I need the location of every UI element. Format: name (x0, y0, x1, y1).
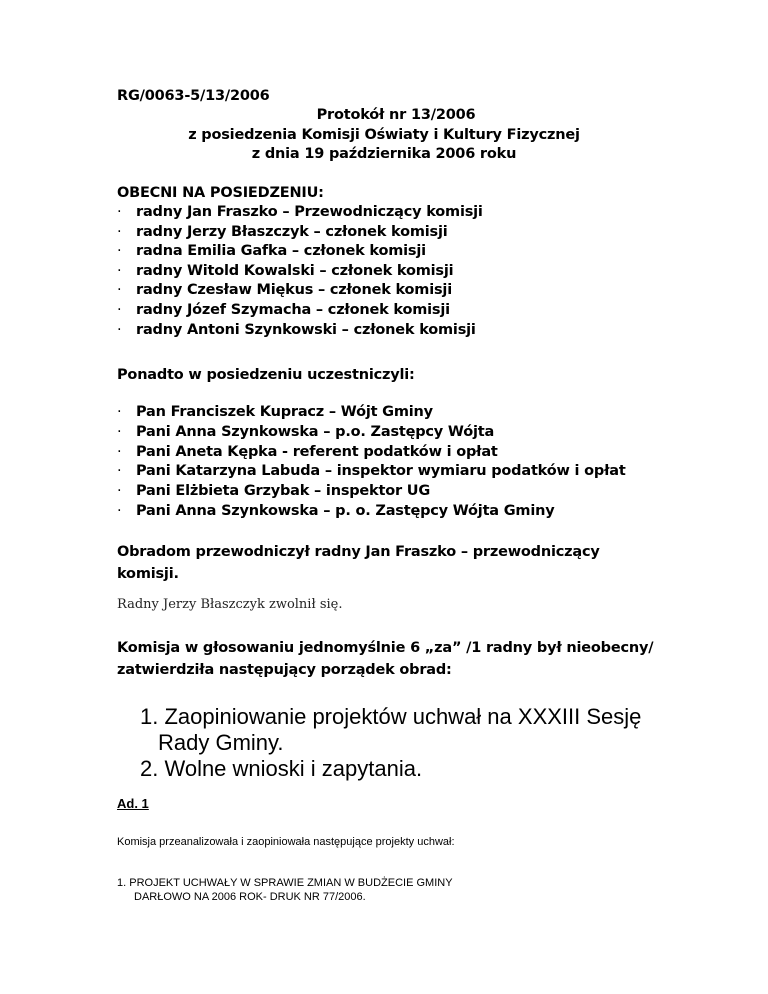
bullet-icon: · (117, 463, 122, 480)
present-members-list (117, 203, 483, 340)
list-item: · radny Czesław Miękus – członek komisji (117, 281, 483, 301)
chair-line: komisji. (117, 566, 179, 582)
bullet-icon: · (117, 483, 122, 500)
bullet-icon: · (117, 404, 122, 420)
vote-line: zatwierdziła następujący porządek obrad: (117, 662, 452, 678)
list-item: · Pani Elżbieta Grzybak – inspektor UG (117, 482, 626, 502)
bullet-icon: · (117, 443, 122, 460)
bullet-icon: · (117, 243, 122, 260)
vote-paragraph (117, 637, 657, 681)
absence-note: Radny Jerzy Błaszczyk zwolnił się. (117, 597, 343, 612)
list-item: · radny Jerzy Błaszczyk – członek komisji (117, 223, 483, 243)
bullet-icon: · (117, 423, 122, 440)
protocol-title: Protokół nr 13/2006 (316, 107, 476, 123)
bullet-icon: · (117, 301, 122, 318)
bullet-icon: · (117, 223, 122, 240)
bullet-icon: · (117, 204, 122, 220)
present-heading: OBECNI NA POSIEDZENIU: (117, 185, 324, 201)
list-item: · radny Józef Szymacha – członek komisji (117, 301, 483, 321)
agenda-item-continuation: Rady Gminy. (158, 730, 284, 755)
protocol-subtitle: z posiedzenia Komisji Oświaty i Kultury Fizycznej (188, 127, 580, 143)
ad-intro: Komisja przeanalizowała i zaopiniowała następujące projekty uchwał: (117, 836, 455, 848)
vote-line: Komisja w głosowaniu jednomyślnie 6 „za” /1 radny był nieobecny/ (117, 640, 654, 656)
chair-line: Obradom przewodniczył radny Jan Fraszko – przewodniczący (117, 544, 600, 560)
chair-paragraph (117, 541, 657, 585)
list-item: · radny Antoni Szynkowski – członek komisji (117, 321, 483, 341)
list-item: · Pani Aneta Kępka - referent podatków i opłat (117, 443, 626, 463)
agenda-item: 2. Wolne wnioski i zapytania. (140, 756, 423, 781)
agenda-list (140, 704, 641, 782)
project-line: DARŁOWO NA 2006 ROK- DRUK NR 77/2006. (134, 891, 366, 903)
ad-heading: Ad. 1 (117, 796, 149, 811)
list-item: · radna Emilia Gafka – członek komisji (117, 242, 483, 262)
list-item: · Pani Katarzyna Labuda – inspektor wymiaru podatków i opłat (117, 462, 626, 482)
list-item: · radny Witold Kowalski – członek komisji (117, 262, 483, 282)
agenda-item: 1. Zaopiniowanie projektów uchwał na XXXIII Sesję (140, 704, 642, 729)
participants-heading: Ponadto w posiedzeniu uczestniczyli: (117, 367, 415, 383)
reference-number: RG/0063-5/13/2006 (117, 88, 270, 104)
list-item: · Pan Franciszek Kupracz – Wójt Gminy (117, 403, 626, 423)
list-item: · Pani Anna Szynkowska – p.o. Zastępcy Wójta (117, 423, 626, 443)
bullet-icon: · (117, 502, 122, 519)
list-item: · radny Jan Fraszko – Przewodniczący komisji (117, 203, 483, 223)
participants-list (117, 403, 626, 522)
protocol-date: z dnia 19 października 2006 roku (251, 146, 517, 162)
bullet-icon: · (117, 282, 122, 299)
list-item: · Pani Anna Szynkowska – p. o. Zastępcy Wójta Gminy (117, 502, 626, 522)
bullet-icon: · (117, 321, 122, 338)
bullet-icon: · (117, 262, 122, 279)
project-line: 1. PROJEKT UCHWAŁY W SPRAWIE ZMIAN W BUDŻECIE GMINY (117, 877, 453, 889)
project-item (117, 876, 453, 904)
